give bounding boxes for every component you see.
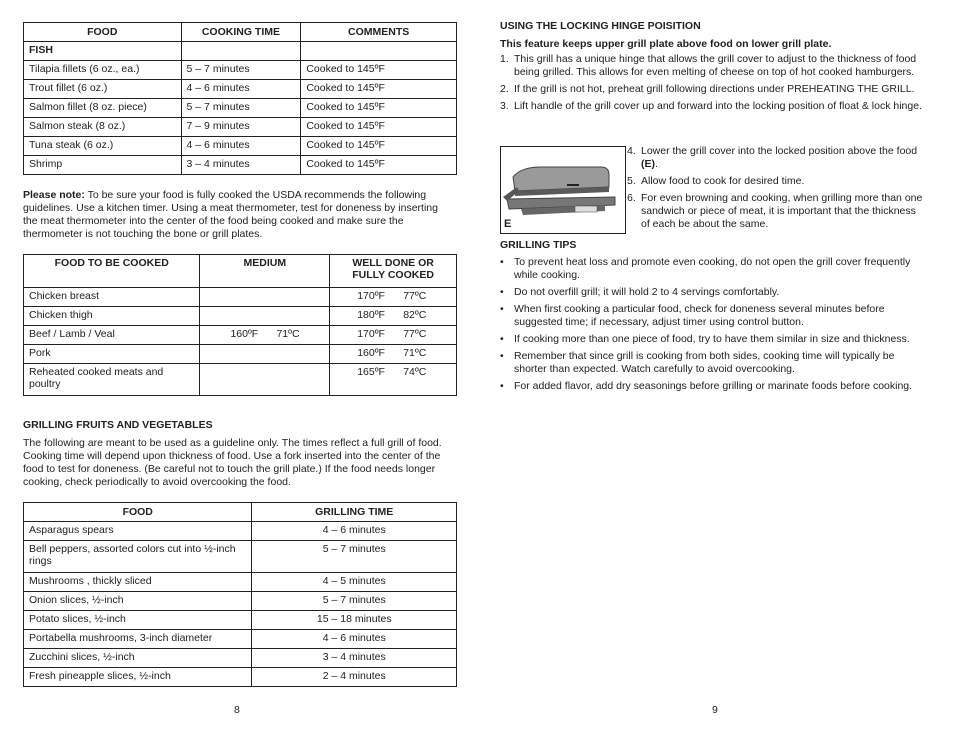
step-number: 1. <box>500 53 509 65</box>
step-text: This grill has a unique hinge that allows the grill cover to adjust to the thickness of food being grilled. This allows for even melting of cheese on top of hot cooked hamburgers. <box>514 53 917 78</box>
veg-cell-food: Asparagus spears <box>24 522 252 541</box>
fish-header-food: FOOD <box>24 23 182 42</box>
fruits-text: The following are meant to be used as a guideline only. The times reflect a full grill of food. Cooking time will depend upon thickness of food. Use a fork inserted into the center of the food to test for doneness. (Be careful not to touch the grill plate.) If the food needs longer cooking, check periodically to avoid overcooking the food. <box>23 437 442 488</box>
bullet-icon: • <box>500 303 504 315</box>
doneness-header-well: WELL DONE OR FULLY COOKED <box>330 255 457 288</box>
step-number: 3. <box>500 100 509 112</box>
table-row <box>24 592 457 611</box>
doneness-cell-medium <box>200 307 330 326</box>
veg-cell-time: 15 – 18 minutes <box>252 611 457 630</box>
fish-header-time: COOKING TIME <box>181 23 301 42</box>
bullet-icon: • <box>500 256 504 268</box>
veg-cell-food: Fresh pineapple slices, ½-inch <box>24 668 252 687</box>
usda-note <box>23 189 455 241</box>
well-c: 82ºC <box>403 309 427 321</box>
veg-cell-time: 4 – 6 minutes <box>252 630 457 649</box>
grill-image <box>501 147 625 233</box>
step-text: Lower the grill cover into the locked position above the food <box>641 145 918 157</box>
fish-cell-comment: Cooked to 145ºF <box>301 118 457 137</box>
step-item <box>500 83 922 96</box>
fish-cell-food: Tuna steak (6 oz.) <box>24 137 182 156</box>
fish-cell-time: 4 – 6 minutes <box>181 137 301 156</box>
table-row <box>24 137 457 156</box>
fish-cell-food: Shrimp <box>24 156 182 175</box>
fish-cell-food: Tilapia fillets (6 oz., ea.) <box>24 61 182 80</box>
page-number-left: 8 <box>234 704 240 716</box>
doneness-cell-medium <box>200 288 330 307</box>
doneness-cell-food: Chicken thigh <box>24 307 200 326</box>
table-row <box>24 307 457 326</box>
figure-label: E <box>504 218 512 230</box>
fish-table <box>23 22 457 175</box>
fish-cell-time: 5 – 7 minutes <box>181 61 301 80</box>
well-f: 170ºF <box>357 290 385 302</box>
veg-cell-time: 4 – 6 minutes <box>252 522 457 541</box>
list-item <box>500 350 924 376</box>
table-row <box>24 156 457 175</box>
tips-list <box>500 256 924 397</box>
tip-text: If cooking more than one piece of food, try to have them similar in size and thickness. <box>514 333 910 345</box>
fish-cell-comment: Cooked to 145ºF <box>301 80 457 99</box>
tip-text: When first cooking a particular food, check for doneness several minutes before suggested time; if necessary, adjust timer using control button. <box>514 303 885 328</box>
fish-cell-comment: Cooked to 145ºF <box>301 156 457 175</box>
step-text: For even browning and cooking, when grilling more than one sandwich or piece of meat, it is important that the thickness of each be about the same. <box>641 192 923 230</box>
step-number: 4. <box>627 145 636 157</box>
table-row <box>24 649 457 668</box>
list-item <box>500 256 924 282</box>
step-item <box>627 192 923 231</box>
note-label: Please note: <box>23 189 85 201</box>
doneness-header-medium: MEDIUM <box>200 255 330 288</box>
table-row <box>24 522 457 541</box>
list-item <box>500 303 924 329</box>
well-f: 180ºF <box>357 309 385 321</box>
veg-cell-food: Bell peppers, assorted colors cut into ½-inch rings <box>24 541 252 573</box>
veg-cell-time: 5 – 7 minutes <box>252 592 457 611</box>
doneness-cell-medium <box>200 364 330 396</box>
veg-cell-time: 4 – 5 minutes <box>252 573 457 592</box>
fish-cell-comment: Cooked to 145ºF <box>301 61 457 80</box>
table-row <box>24 611 457 630</box>
table-row <box>24 364 457 396</box>
doneness-cell-medium <box>200 326 330 345</box>
fish-cell-time: 4 – 6 minutes <box>181 80 301 99</box>
bullet-icon: • <box>500 286 504 298</box>
table-row <box>24 630 457 649</box>
doneness-cell-food: Pork <box>24 345 200 364</box>
veg-header-food: FOOD <box>24 503 252 522</box>
well-f: 165ºF <box>357 366 385 378</box>
well-c: 74ºC <box>403 366 427 378</box>
veg-cell-food: Zucchini slices, ½-inch <box>24 649 252 668</box>
table-row <box>24 99 457 118</box>
fish-section-label: FISH <box>24 42 182 61</box>
table-row <box>24 573 457 592</box>
veg-cell-time: 2 – 4 minutes <box>252 668 457 687</box>
doneness-cell-well <box>330 288 457 307</box>
fruits-heading: GRILLING FRUITS AND VEGETABLES <box>23 419 213 431</box>
veg-header-time: GRILLING TIME <box>252 503 457 522</box>
table-row <box>24 80 457 99</box>
step-text: Lift handle of the grill cover up and forward into the locking position of float & lock hinge. <box>514 100 922 112</box>
well-f: 160ºF <box>357 347 385 359</box>
table-row <box>24 288 457 307</box>
hinge-steps-2 <box>627 145 923 235</box>
veg-table <box>23 502 457 687</box>
step-number: 6. <box>627 192 636 204</box>
well-c: 77ºC <box>403 328 427 340</box>
hinge-heading: USING THE LOCKING HINGE POISITION <box>500 20 701 32</box>
grill-figure <box>500 146 626 234</box>
bullet-icon: • <box>500 333 504 345</box>
doneness-cell-food: Reheated cooked meats and poultry <box>24 364 200 396</box>
hinge-steps <box>500 53 922 117</box>
tip-text: For added flavor, add dry seasonings before grilling or marinate foods before cooking. <box>514 380 913 392</box>
doneness-cell-food: Chicken breast <box>24 288 200 307</box>
doneness-cell-medium <box>200 345 330 364</box>
doneness-cell-well <box>330 326 457 345</box>
well-c: 77ºC <box>403 290 427 302</box>
step-number: 2. <box>500 83 509 95</box>
bullet-icon: • <box>500 350 504 362</box>
fish-header-comments: COMMENTS <box>301 23 457 42</box>
list-item <box>500 333 924 346</box>
veg-cell-time: 5 – 7 minutes <box>252 541 457 573</box>
doneness-cell-well <box>330 345 457 364</box>
table-row <box>24 61 457 80</box>
fish-cell-food: Trout fillet (6 oz.) <box>24 80 182 99</box>
list-item <box>500 286 924 299</box>
tip-text: To prevent heat loss and promote even cooking, do not open the grill cover frequently while cooking. <box>514 256 911 281</box>
medium-f: 160ºF <box>230 328 259 340</box>
fish-cell-comment: Cooked to 145ºF <box>301 99 457 118</box>
tip-text: Remember that since grill is cooking from both sides, cooking time will typically be shorter than expected. Watch carefully to avoid overcooking. <box>514 350 895 375</box>
step-text: If the grill is not hot, preheat grill following directions under PREHEATING THE GRILL. <box>514 83 915 95</box>
veg-cell-food: Potato slices, ½-inch <box>24 611 252 630</box>
doneness-cell-food: Beef / Lamb / Veal <box>24 326 200 345</box>
step-number: 5. <box>627 175 636 187</box>
tip-text: Do not overfill grill; it will hold 2 to 4 servings comfortably. <box>514 286 780 298</box>
fish-cell-comment: Cooked to 145ºF <box>301 137 457 156</box>
veg-cell-food: Mushrooms , thickly sliced <box>24 573 252 592</box>
fish-cell-food: Salmon steak (8 oz.) <box>24 118 182 137</box>
doneness-table <box>23 254 457 396</box>
note-text: To be sure your food is fully cooked the USDA recommends the following guidelines. Use a kitchen timer. Using a meat thermometer, test for doneness by inserting the meat thermometer into the center of the food being cooked and make sure the thermometer is not touching the bone or grill plates. <box>23 189 438 240</box>
table-row <box>24 541 457 573</box>
table-row <box>24 345 457 364</box>
fish-cell-time: 5 – 7 minutes <box>181 99 301 118</box>
veg-cell-time: 3 – 4 minutes <box>252 649 457 668</box>
table-row <box>24 118 457 137</box>
doneness-header-food: FOOD TO BE COOKED <box>24 255 200 288</box>
bullet-icon: • <box>500 380 504 392</box>
step-text-end: . <box>655 158 658 170</box>
well-f: 170ºF <box>357 328 385 340</box>
fish-cell-time: 3 – 4 minutes <box>181 156 301 175</box>
doneness-cell-well <box>330 307 457 326</box>
hinge-subheading: This feature keeps upper grill plate above food on lower grill plate. <box>500 38 832 50</box>
doneness-cell-well <box>330 364 457 396</box>
step-text: Allow food to cook for desired time. <box>641 175 805 187</box>
step-item <box>500 53 922 79</box>
table-row <box>24 668 457 687</box>
well-c: 71ºC <box>403 347 427 359</box>
veg-cell-food: Portabella mushrooms, 3-inch diameter <box>24 630 252 649</box>
page-number-right: 9 <box>712 704 718 716</box>
list-item <box>500 380 924 393</box>
step-item <box>500 100 922 113</box>
figure-ref: (E) <box>641 158 655 170</box>
step-item <box>627 145 923 171</box>
fish-cell-food: Salmon fillet (8 oz. piece) <box>24 99 182 118</box>
medium-c: 71ºC <box>276 328 300 340</box>
table-row <box>24 326 457 345</box>
fish-cell-time: 7 – 9 minutes <box>181 118 301 137</box>
tips-heading: GRILLING TIPS <box>500 239 577 251</box>
veg-cell-food: Onion slices, ½-inch <box>24 592 252 611</box>
step-item <box>627 175 923 188</box>
